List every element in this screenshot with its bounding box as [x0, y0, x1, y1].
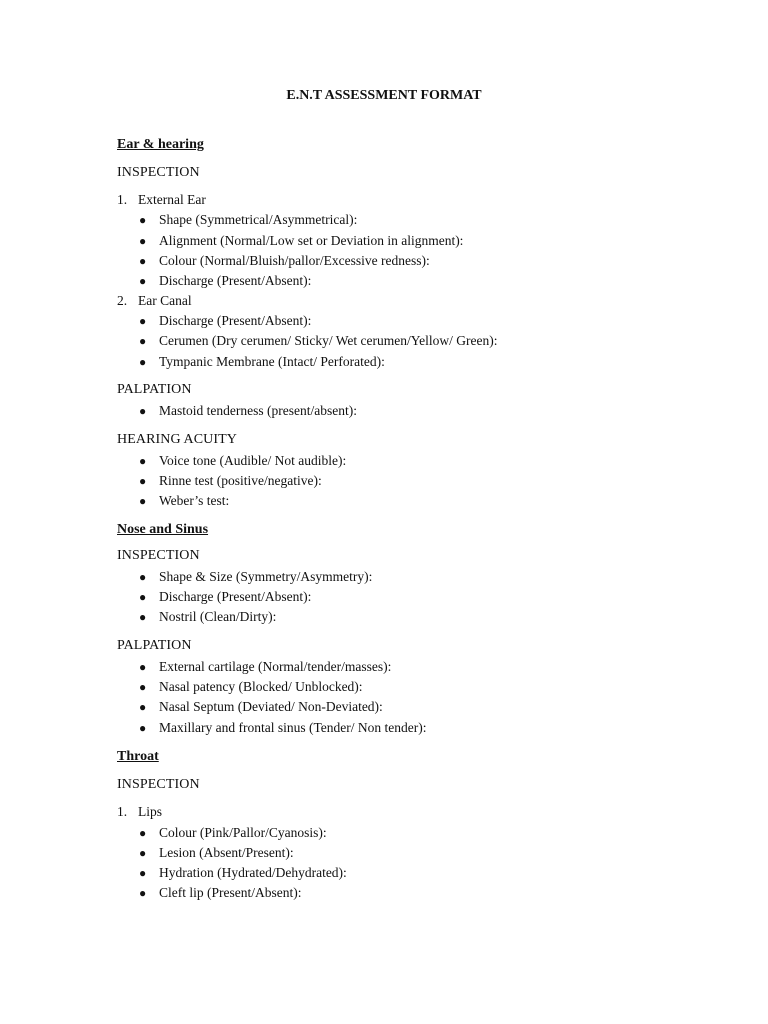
list-item: ● Cerumen (Dry cerumen/ Sticky/ Wet cerumen/Yellow/ Green):	[139, 331, 497, 351]
section-heading-ear: Ear & hearing	[117, 137, 204, 152]
list-item: ● Lesion (Absent/Present):	[139, 843, 294, 863]
bullet-icon: ●	[139, 355, 147, 369]
throat-inspection-label: INSPECTION	[117, 777, 200, 792]
list-item: ● Discharge (Present/Absent):	[139, 311, 311, 331]
list-item: ● Discharge (Present/Absent):	[139, 587, 311, 607]
bullet-icon: ●	[139, 886, 147, 900]
bullet-icon: ●	[139, 494, 147, 508]
list-item: ● Alignment (Normal/Low set or Deviation in alignment):	[139, 231, 463, 251]
section-heading-throat: Throat	[117, 749, 159, 764]
list-item: ● Maxillary and frontal sinus (Tender/ Non tender):	[139, 718, 426, 738]
list-item: ● Mastoid tenderness (present/absent):	[139, 401, 357, 421]
bullet-icon: ●	[139, 721, 147, 735]
external-ear-item	[117, 190, 206, 210]
bullet-icon: ●	[139, 334, 147, 348]
bullet-icon: ●	[139, 454, 147, 468]
list-item: ● Voice tone (Audible/ Not audible):	[139, 451, 346, 471]
list-item: ● Nasal Septum (Deviated/ Non-Deviated):	[139, 697, 383, 717]
bullet-icon: ●	[139, 234, 147, 248]
bullet-icon: ●	[139, 610, 147, 624]
bullet-icon: ●	[139, 700, 147, 714]
list-item: ● Nostril (Clean/Dirty):	[139, 607, 276, 627]
bullet-icon: ●	[139, 846, 147, 860]
list-item: ● Shape & Size (Symmetry/Asymmetry):	[139, 567, 372, 587]
list-item-label: Ear Canal	[138, 293, 192, 308]
bullet-icon: ●	[139, 680, 147, 694]
hearing-acuity-label: HEARING ACUITY	[117, 432, 238, 447]
list-item: ● Hydration (Hydrated/Dehydrated):	[139, 863, 347, 883]
list-item: ● External cartilage (Normal/tender/masses):	[139, 657, 391, 677]
list-item: ● Nasal patency (Blocked/ Unblocked):	[139, 677, 363, 697]
ear-palpation-label: PALPATION	[117, 382, 192, 397]
bullet-icon: ●	[139, 254, 147, 268]
list-item-label: External Ear	[138, 192, 206, 207]
list-number: 1.	[117, 804, 128, 819]
list-item-label: Lips	[138, 804, 163, 819]
bullet-icon: ●	[139, 866, 147, 880]
bullet-icon: ●	[139, 570, 147, 584]
nose-inspection-label: INSPECTION	[117, 548, 200, 563]
bullet-icon: ●	[139, 826, 147, 840]
bullet-icon: ●	[139, 404, 147, 418]
ear-inspection-label: INSPECTION	[117, 165, 200, 180]
list-item: ● Colour (Normal/Bluish/pallor/Excessive redness):	[139, 251, 430, 271]
list-item: ● Colour (Pink/Pallor/Cyanosis):	[139, 823, 327, 843]
bullet-icon: ●	[139, 474, 147, 488]
list-number: 2.	[117, 293, 128, 308]
nose-palpation-label: PALPATION	[117, 638, 192, 653]
lips-item	[117, 802, 162, 822]
list-item: ● Weber’s test:	[139, 491, 229, 511]
list-item: ● Tympanic Membrane (Intact/ Perforated):	[139, 352, 385, 372]
ear-canal-item	[117, 291, 192, 311]
bullet-icon: ●	[139, 660, 147, 674]
list-item: ● Discharge (Present/Absent):	[139, 271, 311, 291]
bullet-icon: ●	[139, 590, 147, 604]
list-item: ● Shape (Symmetrical/Asymmetrical):	[139, 210, 357, 230]
bullet-icon: ●	[139, 314, 147, 328]
list-number: 1.	[117, 192, 128, 207]
document-title: E.N.T ASSESSMENT FORMAT	[286, 88, 482, 103]
list-item: ● Rinne test (positive/negative):	[139, 471, 322, 491]
list-item: ● Cleft lip (Present/Absent):	[139, 883, 301, 903]
bullet-icon: ●	[139, 213, 147, 227]
bullet-icon: ●	[139, 274, 147, 288]
section-heading-nose: Nose and Sinus	[117, 522, 209, 537]
